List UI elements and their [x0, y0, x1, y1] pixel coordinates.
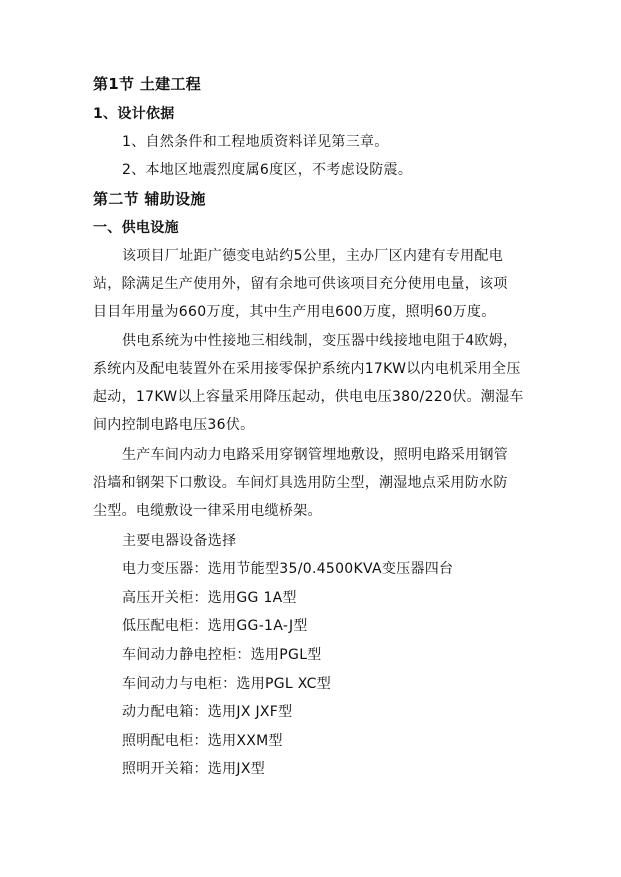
- section2-subheading: 一、供电设施: [93, 220, 179, 236]
- section2-title: 第二节 辅助设施: [93, 190, 206, 208]
- section1-title: 第1节 土建工程: [93, 75, 202, 93]
- section1-item-2: 2、本地区地震烈度属6度区，不考虑设防震。: [122, 162, 413, 178]
- equipment-item-7: 照明配电柜：选用XXM型: [122, 733, 283, 749]
- equipment-item-8: 照明开关箱：选用JX型: [122, 761, 266, 777]
- equipment-item-1: 电力变压器：选用节能型35/0.4500KVA变压器四台: [122, 561, 454, 577]
- paragraph3-line-3: 尘型。电缆敷设一律采用电缆桥架。: [93, 503, 322, 519]
- equipment-item-5: 车间动力与电柜：选用PGL XC型: [122, 676, 331, 692]
- equipment-item-3: 低压配电柜：选用GG-1A-J型: [122, 618, 308, 634]
- paragraph2-line-1: 供电系统为中性接地三相线制，变压器中线接地电阻于4欧姆，: [122, 333, 518, 349]
- paragraph1-line-3: 目目年用量为660万度，其中生产用电600万度，照明60万度。: [93, 304, 496, 320]
- equipment-heading: 主要电器设备选择: [122, 533, 237, 549]
- paragraph2-line-3: 起动，17KW以上容量采用降压起动，供电电压380/220伏。潮湿车: [93, 389, 524, 405]
- section1-item-1: 1、自然条件和工程地质资料详见第三章。: [122, 134, 389, 150]
- paragraph3-line-1: 生产车间内动力电路采用穿钢管埋地敷设，照明电路采用钢管: [122, 447, 509, 463]
- section1-subheading: 1、设计依据: [93, 106, 175, 122]
- paragraph3-line-2: 沿墙和钢架下口敷设。车间灯具选用防尘型，潮湿地点采用防水防: [93, 475, 508, 491]
- equipment-item-6: 动力配电箱：选用JX JXF型: [122, 704, 293, 720]
- paragraph2-line-2: 系统内及配电装置外在采用接零保护系统内17KW以内电机采用全压: [93, 361, 521, 377]
- paragraph2-line-4: 间内控制电路电压36伏。: [93, 417, 255, 433]
- paragraph1-line-1: 该项目厂址距广德变电站约5公里，主办厂区内建有专用配电: [122, 248, 504, 264]
- equipment-item-2: 高压开关柜：选用GG 1A型: [122, 590, 297, 606]
- equipment-item-4: 车间动力静电控柜：选用PGL型: [122, 647, 322, 663]
- paragraph1-line-2: 站，除满足生产使用外，留有余地可供该项目充分使用电量，该项: [93, 276, 508, 292]
